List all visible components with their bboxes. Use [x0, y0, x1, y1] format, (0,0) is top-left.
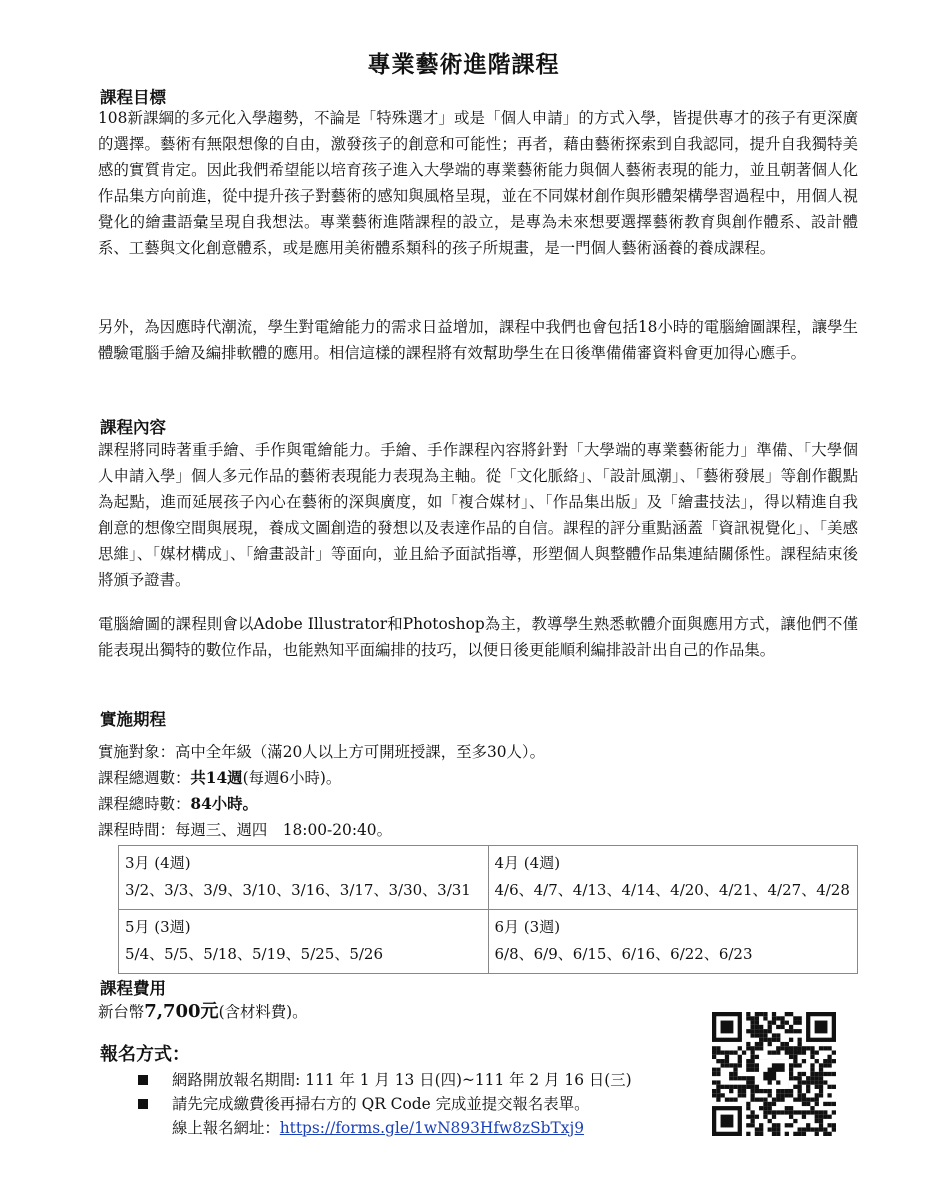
registration-period: 網路開放報名期間: 111 年 1 月 13 日(四)~111 年 2 月 16 日(三): [172, 1071, 632, 1089]
goals-heading: 課程目標: [100, 88, 166, 107]
schedule-hours: [98, 792, 258, 816]
month-label: 5月 (3週): [125, 918, 191, 936]
list-item: [138, 1092, 632, 1116]
month-dates: 4/6、4/7、4/13、4/14、4/20、4/21、4/27、4/28: [494, 881, 850, 899]
fee-heading: 課程費用: [100, 979, 166, 998]
list-item: [138, 1068, 632, 1092]
content-heading: 課程內容: [100, 418, 166, 437]
weeks-label: 課程總週數：: [98, 769, 191, 787]
month-label: 3月 (4週): [125, 854, 191, 872]
fee-amount: 7,700元: [144, 1001, 219, 1022]
fee-suffix: (含材料費)。: [218, 1003, 308, 1021]
goals-paragraph-1: 108新課綱的多元化入學趨勢，不論是「特殊選才」或是「個人申請」的方式入學，皆提供專才的孩子有更深廣的選擇。藝術有無限想像的自由，激發孩子的創意和可能性；再者，藉由藝術探索到自我認同，提升自我獨特美感的實質肯定。因此我們希望能以培育孩子進入大學端的專業藝術能力與個人藝術表現的能力，並且朝著個人化作品集方向前進，從中提升孩子對藝術的感知與風格呈現，並在不同媒材創作與形體架構學習過程中，用個人視覺化的繪畫語彙呈現自我想法。專業藝術進階課程的設立，是專為未來想要選擇藝術教育與創作體系、設計體系、工藝與文化創意體系，或是應用美術體系類科的孩子所規畫，是一門個人藝術涵養的養成課程。: [98, 109, 858, 257]
schedule-cell-june: [488, 910, 858, 974]
schedule-heading: 實施期程: [100, 710, 166, 729]
month-dates: 3/2、3/3、3/9、3/10、3/16、3/17、3/30、3/31: [125, 881, 471, 899]
fee-prefix: 新台幣: [98, 1003, 145, 1021]
month-dates: 6/8、6/9、6/15、6/16、6/22、6/23: [494, 945, 753, 963]
goals-paragraph-2: 另外，為因應時代潮流，學生對電繪能力的需求日益增加，課程中我們也會包括18小時的電腦繪圖課程，讓學生體驗電腦手繪及編排軟體的應用。相信這樣的課程將有效幫助學生在日後準備備審資料會更加得心應手。: [98, 318, 858, 362]
weeks-suffix: (每週6小時)。: [242, 769, 342, 787]
schedule-target: 實施對象：高中全年級（滿20人以上方可開班授課，至多30人）。: [98, 743, 546, 761]
schedule-time: 課程時間：每週三、週四 18:00-20:40。: [98, 821, 392, 839]
weeks-value: 共14週: [190, 769, 243, 787]
schedule-cell-may: [119, 910, 489, 974]
hours-value: 84小時。: [190, 795, 258, 813]
month-label: 6月 (3週): [494, 918, 561, 936]
registration-instruction: 請先完成繳費後再掃右方的 QR Code 完成並提交報名表單。: [172, 1095, 590, 1113]
fee-line: [98, 1000, 308, 1024]
schedule-weeks: [98, 766, 341, 790]
schedule-table: [118, 845, 858, 974]
schedule-cell-april: [488, 846, 858, 910]
url-label: 線上報名網址：: [172, 1119, 280, 1137]
registration-link[interactable]: https://forms.gle/1wN893Hfw8zSbTxj9: [279, 1119, 585, 1137]
month-dates: 5/4、5/5、5/18、5/19、5/25、5/26: [125, 945, 384, 963]
page-title: 專業藝術進階課程: [367, 51, 560, 78]
registration-url-row: [138, 1116, 632, 1140]
square-bullet-icon: [138, 1099, 148, 1109]
month-label: 4月 (4週): [494, 854, 561, 872]
schedule-cell-march: [119, 846, 489, 910]
content-paragraph-2: 電腦繪圖的課程則會以Adobe Illustrator和Photoshop為主，教導學生熟悉軟體介面與應用方式，讓他們不僅能表現出獨特的數位作品，也能熟知平面編排的技巧，以便日後更能順利編排設計出自己的作品集。: [98, 615, 858, 659]
registration-heading: 報名方式：: [100, 1044, 190, 1065]
table-row: [119, 846, 858, 910]
registration-list: [138, 1068, 632, 1140]
square-bullet-icon: [138, 1075, 148, 1085]
qr-code-icon[interactable]: [712, 1012, 836, 1136]
content-paragraph-1: 課程將同時著重手繪、手作與電繪能力。手繪、手作課程內容將針對「大學端的專業藝術能力」準備、「大學個人申請入學」個人多元作品的藝術表現能力表現為主軸。從「文化脈絡」、「設計風潮」、「藝術發展」等創作觀點為起點，進而延展孩子內心在藝術的深與廣度，如「複合媒材」、「作品集出版」及「繪畫技法」，得以精進自我創意的想像空間與展現，養成文圖創造的發想以及表達作品的自信。課程的評分重點涵蓋「資訊視覺化」、「美感思維」、「媒材構成」、「繪畫設計」等面向，並且給予面試指導，形塑個人與整體作品集連結關係性。課程結束後將頒予證書。: [98, 441, 858, 589]
hours-label: 課程總時數：: [98, 795, 191, 813]
table-row: [119, 910, 858, 974]
